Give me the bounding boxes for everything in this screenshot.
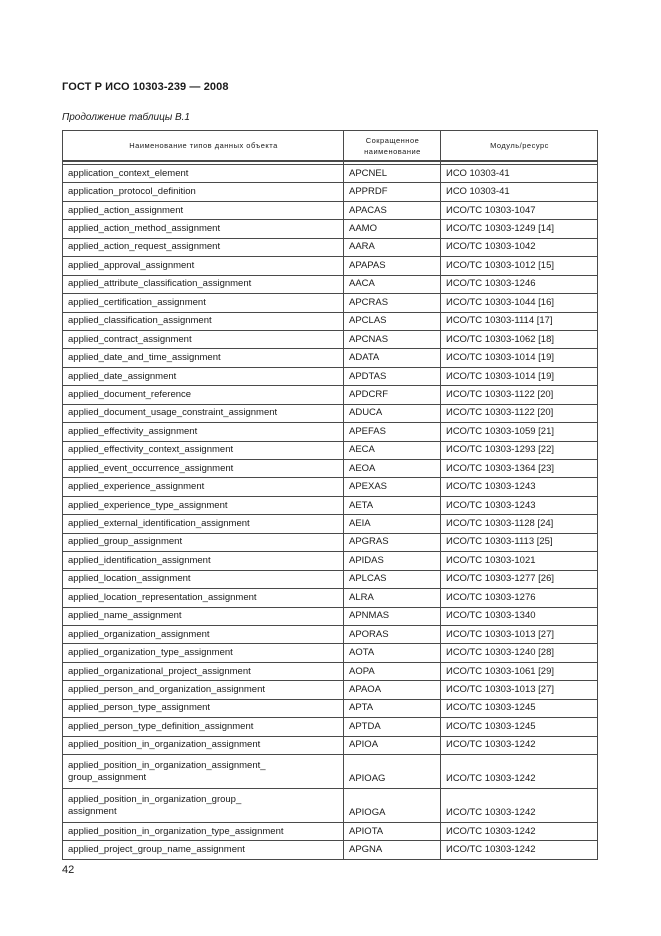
cell-module: ИСО/ТС 10303-1021 bbox=[441, 552, 598, 570]
cell-short-name: APAPAS bbox=[344, 257, 441, 275]
cell-entity-name: applied_location_assignment bbox=[63, 570, 344, 588]
table-row bbox=[63, 533, 598, 551]
cell-short-name: APPRDF bbox=[344, 183, 441, 201]
column-header-short-name: Сокращенное наименование bbox=[344, 131, 441, 162]
cell-module: ИСО/ТС 10303-1246 bbox=[441, 275, 598, 293]
cell-module: ИСО/ТС 10303-1013 [27] bbox=[441, 681, 598, 699]
table-caption: Продолжение таблицы B.1 bbox=[62, 112, 190, 123]
cell-module: ИСО 10303-41 bbox=[441, 165, 598, 183]
cell-short-name: APEFAS bbox=[344, 423, 441, 441]
table-row bbox=[63, 460, 598, 478]
table-row bbox=[63, 789, 598, 823]
page-number: 42 bbox=[62, 864, 75, 876]
cell-module: ИСО/ТС 10303-1114 [17] bbox=[441, 312, 598, 330]
cell-module: ИСО/ТС 10303-1242 bbox=[441, 789, 598, 823]
cell-short-name: APAOA bbox=[344, 681, 441, 699]
table-row bbox=[63, 441, 598, 459]
cell-module: ИСО/ТС 10303-1277 [26] bbox=[441, 570, 598, 588]
cell-entity-name: applied_action_method_assignment bbox=[63, 220, 344, 238]
cell-module: ИСО/ТС 10303-1047 bbox=[441, 201, 598, 219]
column-header-entity-name: Наименование типов данных объекта bbox=[63, 131, 344, 162]
cell-entity-name: applied_certification_assignment bbox=[63, 294, 344, 312]
cell-short-name: APGNA bbox=[344, 841, 441, 859]
cell-module: ИСО/ТС 10303-1245 bbox=[441, 699, 598, 717]
cell-module: ИСО/ТС 10303-1013 [27] bbox=[441, 625, 598, 643]
cell-entity-name: applied_organizational_project_assignment bbox=[63, 662, 344, 680]
cell-short-name: APGRAS bbox=[344, 533, 441, 551]
cell-module: ИСО/ТС 10303-1364 [23] bbox=[441, 460, 598, 478]
cell-short-name: APIDAS bbox=[344, 552, 441, 570]
table-row bbox=[63, 607, 598, 625]
cell-entity-name: applied_position_in_organization_group_ assignment bbox=[63, 789, 344, 823]
cell-module: ИСО/ТС 10303-1128 [24] bbox=[441, 515, 598, 533]
table-header-row bbox=[63, 131, 598, 162]
cell-short-name: APDCRF bbox=[344, 386, 441, 404]
table-row bbox=[63, 515, 598, 533]
cell-entity-name: applied_group_assignment bbox=[63, 533, 344, 551]
table-row bbox=[63, 718, 598, 736]
cell-short-name: APIOA bbox=[344, 736, 441, 754]
table-row bbox=[63, 625, 598, 643]
cell-short-name: AOTA bbox=[344, 644, 441, 662]
cell-entity-name: applied_identification_assignment bbox=[63, 552, 344, 570]
cell-entity-name: applied_external_identification_assignment bbox=[63, 515, 344, 533]
table-row bbox=[63, 312, 598, 330]
cell-short-name: APTDA bbox=[344, 718, 441, 736]
table-row bbox=[63, 165, 598, 183]
table-row bbox=[63, 823, 598, 841]
cell-entity-name: applied_position_in_organization_type_assignment bbox=[63, 823, 344, 841]
table-row bbox=[63, 238, 598, 256]
cell-entity-name: applied_name_assignment bbox=[63, 607, 344, 625]
table-row bbox=[63, 423, 598, 441]
cell-module: ИСО/ТС 10303-1044 [16] bbox=[441, 294, 598, 312]
cell-short-name: ADUCA bbox=[344, 404, 441, 422]
cell-entity-name: applied_experience_type_assignment bbox=[63, 496, 344, 514]
table-row bbox=[63, 201, 598, 219]
cell-entity-name: applied_location_representation_assignment bbox=[63, 589, 344, 607]
cell-entity-name: applied_date_assignment bbox=[63, 367, 344, 385]
cell-entity-name: applied_document_reference bbox=[63, 386, 344, 404]
table-row bbox=[63, 496, 598, 514]
cell-module: ИСО/ТС 10303-1113 [25] bbox=[441, 533, 598, 551]
cell-module: ИСО/ТС 10303-1062 [18] bbox=[441, 330, 598, 348]
table-row bbox=[63, 736, 598, 754]
table-row bbox=[63, 589, 598, 607]
cell-short-name: APCLAS bbox=[344, 312, 441, 330]
table-row bbox=[63, 275, 598, 293]
cell-module: ИСО/ТС 10303-1249 [14] bbox=[441, 220, 598, 238]
cell-short-name: ADATA bbox=[344, 349, 441, 367]
table-row bbox=[63, 404, 598, 422]
cell-module: ИСО/ТС 10303-1242 bbox=[441, 736, 598, 754]
cell-entity-name: applied_experience_assignment bbox=[63, 478, 344, 496]
cell-entity-name: applied_event_occurrence_assignment bbox=[63, 460, 344, 478]
cell-module: ИСО/ТС 10303-1243 bbox=[441, 496, 598, 514]
cell-entity-name: application_context_element bbox=[63, 165, 344, 183]
cell-short-name: APEXAS bbox=[344, 478, 441, 496]
cell-module: ИСО/ТС 10303-1242 bbox=[441, 755, 598, 789]
table-body bbox=[63, 161, 598, 859]
cell-short-name: ALRA bbox=[344, 589, 441, 607]
cell-module: ИСО/ТС 10303-1243 bbox=[441, 478, 598, 496]
cell-short-name: APCRAS bbox=[344, 294, 441, 312]
table-row bbox=[63, 294, 598, 312]
cell-module: ИСО/ТС 10303-1122 [20] bbox=[441, 404, 598, 422]
cell-module: ИСО/ТС 10303-1242 bbox=[441, 823, 598, 841]
cell-entity-name: applied_document_usage_constraint_assignment bbox=[63, 404, 344, 422]
column-header-module: Модуль/ресурс bbox=[441, 131, 598, 162]
cell-short-name: APACAS bbox=[344, 201, 441, 219]
cell-entity-name: applied_organization_assignment bbox=[63, 625, 344, 643]
cell-short-name: APTA bbox=[344, 699, 441, 717]
cell-short-name: AECA bbox=[344, 441, 441, 459]
table-row bbox=[63, 699, 598, 717]
cell-short-name: AOPA bbox=[344, 662, 441, 680]
cell-entity-name: applied_person_type_assignment bbox=[63, 699, 344, 717]
cell-module: ИСО/ТС 10303-1122 [20] bbox=[441, 386, 598, 404]
cell-short-name: APIOTA bbox=[344, 823, 441, 841]
table-row bbox=[63, 841, 598, 859]
cell-short-name: APCNEL bbox=[344, 165, 441, 183]
table-row bbox=[63, 257, 598, 275]
cell-module: ИСО/ТС 10303-1012 [15] bbox=[441, 257, 598, 275]
table-row bbox=[63, 386, 598, 404]
cell-short-name: APIOGA bbox=[344, 789, 441, 823]
cell-module: ИСО/ТС 10303-1340 bbox=[441, 607, 598, 625]
cell-entity-name: applied_approval_assignment bbox=[63, 257, 344, 275]
table-row bbox=[63, 349, 598, 367]
cell-entity-name: applied_person_type_definition_assignment bbox=[63, 718, 344, 736]
table-row bbox=[63, 755, 598, 789]
cell-entity-name: applied_effectivity_assignment bbox=[63, 423, 344, 441]
cell-short-name: AETA bbox=[344, 496, 441, 514]
cell-entity-name: applied_project_group_name_assignment bbox=[63, 841, 344, 859]
cell-module: ИСО/ТС 10303-1061 [29] bbox=[441, 662, 598, 680]
cell-module: ИСО/ТС 10303-1293 [22] bbox=[441, 441, 598, 459]
cell-entity-name: applied_action_request_assignment bbox=[63, 238, 344, 256]
cell-short-name: AAMO bbox=[344, 220, 441, 238]
cell-entity-name: applied_person_and_organization_assignment bbox=[63, 681, 344, 699]
cell-short-name: APDTAS bbox=[344, 367, 441, 385]
cell-short-name: AARA bbox=[344, 238, 441, 256]
cell-entity-name: applied_contract_assignment bbox=[63, 330, 344, 348]
cell-short-name: APCNAS bbox=[344, 330, 441, 348]
table-row bbox=[63, 552, 598, 570]
cell-short-name: APIOAG bbox=[344, 755, 441, 789]
cell-entity-name: applied_action_assignment bbox=[63, 201, 344, 219]
cell-entity-name: applied_effectivity_context_assignment bbox=[63, 441, 344, 459]
table-row bbox=[63, 220, 598, 238]
cell-entity-name: applied_position_in_organization_assignment_ group_assignment bbox=[63, 755, 344, 789]
cell-short-name: APORAS bbox=[344, 625, 441, 643]
cell-module: ИСО/ТС 10303-1059 [21] bbox=[441, 423, 598, 441]
table-row bbox=[63, 570, 598, 588]
cell-entity-name: applied_organization_type_assignment bbox=[63, 644, 344, 662]
cell-entity-name: applied_position_in_organization_assignment bbox=[63, 736, 344, 754]
table-row bbox=[63, 644, 598, 662]
table-row bbox=[63, 681, 598, 699]
cell-short-name: APLCAS bbox=[344, 570, 441, 588]
cell-module: ИСО/ТС 10303-1240 [28] bbox=[441, 644, 598, 662]
cell-module: ИСО/ТС 10303-1014 [19] bbox=[441, 367, 598, 385]
table-row bbox=[63, 367, 598, 385]
cell-module: ИСО/ТС 10303-1245 bbox=[441, 718, 598, 736]
entity-table bbox=[62, 130, 598, 860]
cell-module: ИСО/ТС 10303-1042 bbox=[441, 238, 598, 256]
cell-module: ИСО/ТС 10303-1276 bbox=[441, 589, 598, 607]
cell-entity-name: applied_date_and_time_assignment bbox=[63, 349, 344, 367]
cell-short-name: AEIA bbox=[344, 515, 441, 533]
cell-module: ИСО/ТС 10303-1014 [19] bbox=[441, 349, 598, 367]
cell-short-name: APNMAS bbox=[344, 607, 441, 625]
cell-entity-name: applied_attribute_classification_assignment bbox=[63, 275, 344, 293]
cell-module: ИСО/ТС 10303-1242 bbox=[441, 841, 598, 859]
cell-short-name: AEOA bbox=[344, 460, 441, 478]
cell-module: ИСО 10303-41 bbox=[441, 183, 598, 201]
cell-entity-name: application_protocol_definition bbox=[63, 183, 344, 201]
table-row bbox=[63, 478, 598, 496]
table-row bbox=[63, 183, 598, 201]
table-row bbox=[63, 662, 598, 680]
cell-short-name: AACA bbox=[344, 275, 441, 293]
table-row bbox=[63, 330, 598, 348]
document-title: ГОСТ Р ИСО 10303-239 — 2008 bbox=[62, 81, 229, 93]
cell-entity-name: applied_classification_assignment bbox=[63, 312, 344, 330]
